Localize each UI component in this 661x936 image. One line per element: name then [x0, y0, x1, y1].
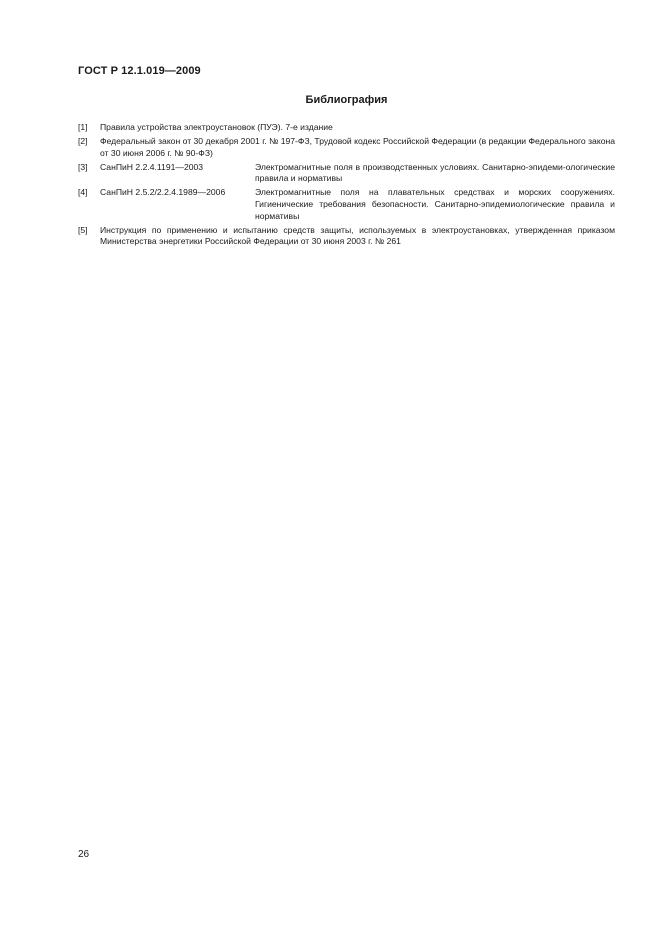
bibliography-title: Библиография: [305, 94, 388, 106]
bibliography-list: [78, 122, 615, 250]
entry-number: [5]: [78, 224, 88, 235]
bibliography-entry-3: [78, 162, 615, 185]
entry-text: Инструкция по применению и испытанию средств защиты, используемых в электроустановках, утвержденная приказом Министерства энергетики Российской Федерации от 30 июня 2003 г. № 261: [100, 224, 615, 247]
entry-text: Электромагнитные поля на плавательных средствах и морских сооружениях. Гигиенические требования безопасности. Санитарно-эпидемиологические правила и нормативы: [255, 187, 615, 221]
entry-code: СанПиН 2.2.4.1191—2003: [100, 161, 204, 172]
page-number: 26: [78, 849, 90, 860]
entry-text: Федеральный закон от 30 декабря 2001 г. № 197-ФЗ, Трудовой кодекс Российской Федерации (в редакции Федерального закона от 30 июня 2006 г. № 90-ФЗ): [100, 136, 615, 158]
bibliography-entry-5: [78, 225, 615, 248]
entry-number: [2]: [78, 136, 88, 147]
bibliography-entry-2: [78, 136, 615, 159]
bibliography-entry-1: [78, 122, 615, 134]
document-code: ГОСТ Р 12.1.019—2009: [78, 65, 201, 77]
entry-text: Правила устройства электроустановок (ПУЭ). 7-е издание: [100, 122, 333, 132]
entry-text: Электромагнитные поля в производственных условиях. Санитарно-эпидеми-ологические правила и нормативы: [255, 161, 615, 184]
entry-code: СанПиН 2.5.2/2.2.4.1989—2006: [100, 187, 226, 198]
bibliography-entry-4: [78, 187, 615, 222]
entry-number: [3]: [78, 161, 88, 172]
entry-number: [4]: [78, 187, 88, 198]
entry-number: [1]: [78, 122, 88, 132]
